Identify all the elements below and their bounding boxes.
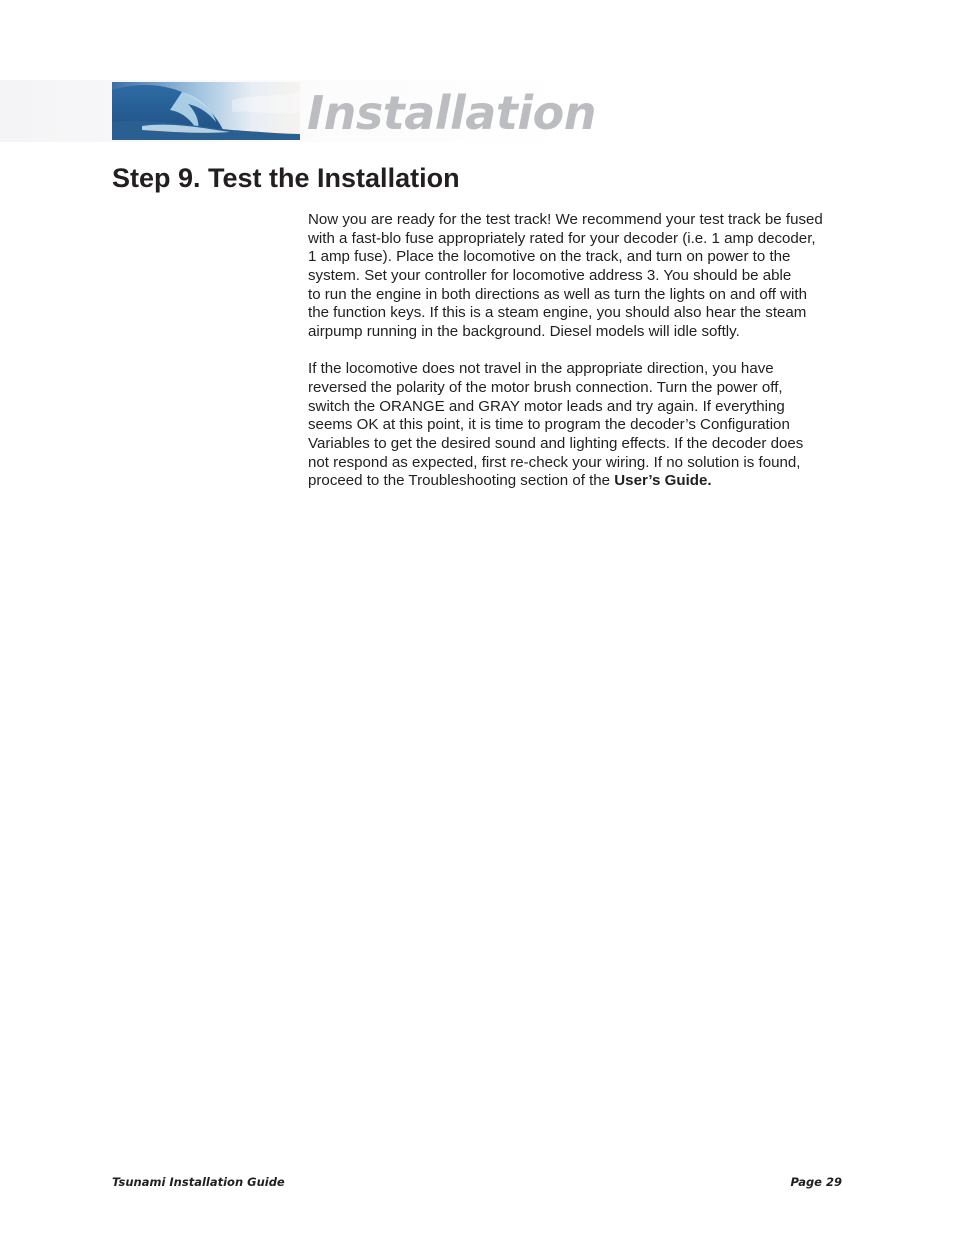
text-line: the function keys. If this is a steam engine, you should also hear the steam (308, 304, 807, 322)
text-line: airpump running in the background. Diesel models will idle softly. (308, 322, 740, 340)
text-line: If the locomotive does not travel in the appropriate direction, you have (308, 360, 774, 378)
text-line: Variables to get the desired sound and lighting effects. If the decoder does (308, 434, 804, 452)
text-line: not respond as expected, first re-check your wiring. If no solution is found, (308, 453, 801, 471)
footer-document-title: Tsunami Installation Guide (112, 1175, 285, 1189)
ocean-wave-icon (112, 82, 300, 140)
text-run: proceed to the Troubleshooting section of the (308, 472, 615, 490)
step-heading: Step 9. Test the Installation (112, 163, 460, 193)
text-line: Now you are ready for the test track! We recommend your test track be fused (308, 211, 823, 228)
text-line-last (308, 472, 868, 491)
users-guide-reference: User’s Guide. (614, 472, 712, 490)
footer-page-number: Page 29 (790, 1175, 842, 1189)
text-line: 1 amp fuse). Place the locomotive on the track, and turn on power to the (308, 248, 791, 266)
text-line: to run the engine in both directions as well as turn the lights on and off with (308, 285, 807, 303)
text-line: system. Set your controller for locomotive address 3. You should be able (308, 266, 792, 284)
text-line: switch the ORANGE and GRAY motor leads and try again. If everything (308, 397, 785, 415)
text-line: with a fast-blo fuse appropriately rated for your decoder (i.e. 1 amp decoder, (308, 229, 816, 247)
body-text (308, 211, 868, 491)
text-line: seems OK at this point, it is time to program the decoder’s Configuration (308, 416, 790, 434)
section-title: Installation (307, 86, 596, 140)
text-line: reversed the polarity of the motor brush connection. Turn the power off, (308, 378, 783, 396)
paragraph-2 (308, 360, 868, 491)
paragraph-1 (308, 211, 868, 342)
